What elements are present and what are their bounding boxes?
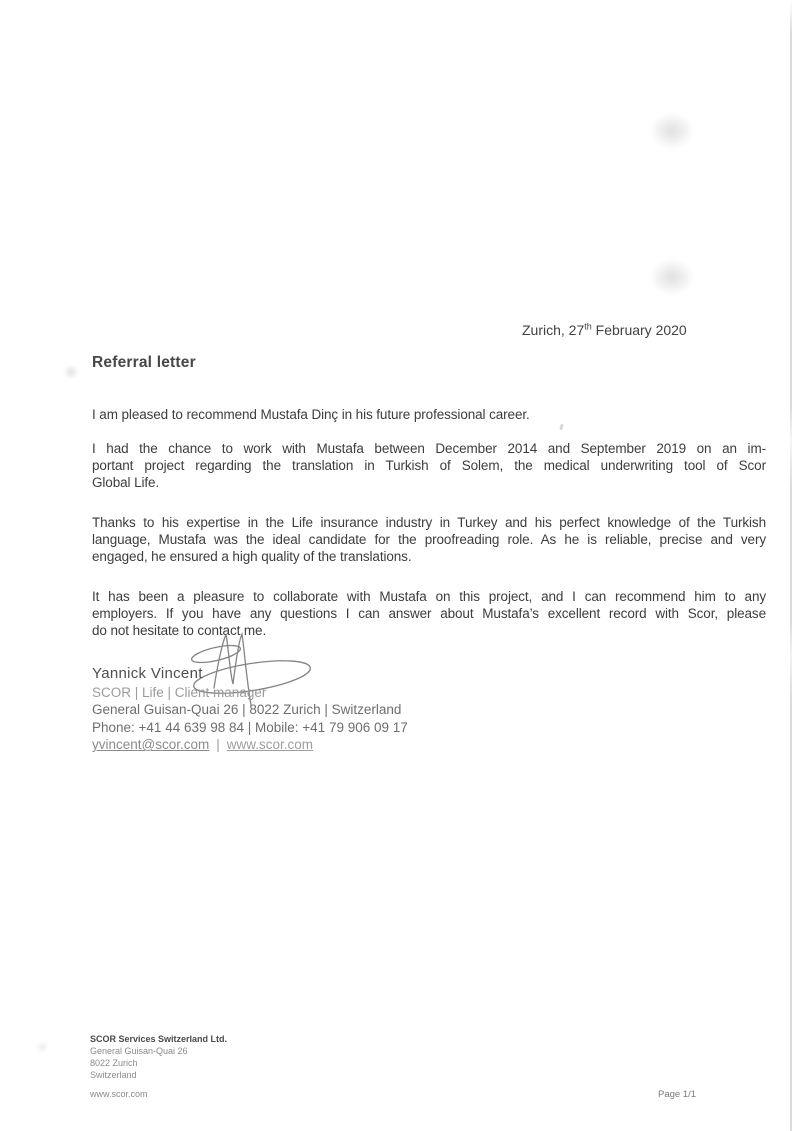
scan-edge-artifact: [790, 0, 792, 1131]
scan-smudge: [62, 364, 80, 380]
sender-address: General Guisan-Quai 26 | 8022 Zurich | Switzerland: [92, 702, 402, 718]
paragraph-line: do not hesitate to contact me.: [92, 623, 267, 639]
sender-links: [92, 736, 408, 753]
date-prefix: Zurich, 27: [522, 322, 585, 338]
scan-smudge: [646, 256, 698, 298]
date-suffix: February 2020: [591, 322, 687, 338]
paragraph-line: portant project regarding the translation in Turkish of Solem, the medical underwriting tool of Scor: [92, 458, 766, 474]
scan-smudge: [646, 110, 698, 152]
sender-role: SCOR | Life | Client manager: [92, 685, 267, 700]
paragraph-line: Global Life.: [92, 475, 160, 491]
sender-name: Yannick Vincent: [92, 665, 203, 682]
footer-website: www.scor.com: [90, 1089, 148, 1099]
sender-website-link: www.scor.com: [226, 737, 314, 753]
footer-address-line: General Guisan-Quai 26: [90, 1046, 188, 1056]
letter-title: Referral letter: [92, 354, 196, 371]
paragraph-project: [92, 440, 766, 492]
paragraph-intro: [92, 406, 766, 423]
signature-block: [92, 664, 408, 754]
paragraph-expertise: [92, 514, 766, 566]
paragraph-line: I had the chance to work with Mustafa between December 2014 and September 2019 on an im-: [92, 441, 766, 456]
scan-smudge: [34, 1040, 50, 1054]
footer-company-name: SCOR Services Switzerland Ltd.: [90, 1034, 228, 1044]
scan-speck: [559, 424, 564, 431]
sender-phone: Phone: +41 44 639 98 84 | Mobile: +41 79 906 09 17: [92, 719, 408, 735]
paragraph-line: engaged, he ensured a high quality of the translations.: [92, 549, 412, 565]
link-separator: |: [216, 737, 220, 753]
footer-address-line: Switzerland: [90, 1070, 137, 1080]
sender-email-link: yvincent@scor.com: [92, 737, 210, 753]
paragraph-line: I am pleased to recommend Mustafa Dinç in his future professional career.: [92, 407, 530, 422]
paragraph-line: employers. If you have any questions I can answer about Mustafa’s excellent record with Scor, please: [92, 606, 766, 622]
paragraph-line: It has been a pleasure to collaborate with Mustafa on this project, and I can recommend him to any: [92, 589, 766, 604]
date-line: [522, 322, 687, 338]
page-number: Page 1/1: [658, 1089, 697, 1100]
paragraph-line: Thanks to his expertise in the Life insurance industry in Turkey and his perfect knowledge of the Turkish: [92, 515, 766, 530]
footer-company-block: [90, 1033, 227, 1081]
date-ordinal: th: [584, 321, 592, 332]
paragraph-line: language, Mustafa was the ideal candidate for the proofreading role. As he is reliable, precise and very: [92, 532, 766, 548]
footer-address-line: 8022 Zurich: [90, 1058, 138, 1068]
